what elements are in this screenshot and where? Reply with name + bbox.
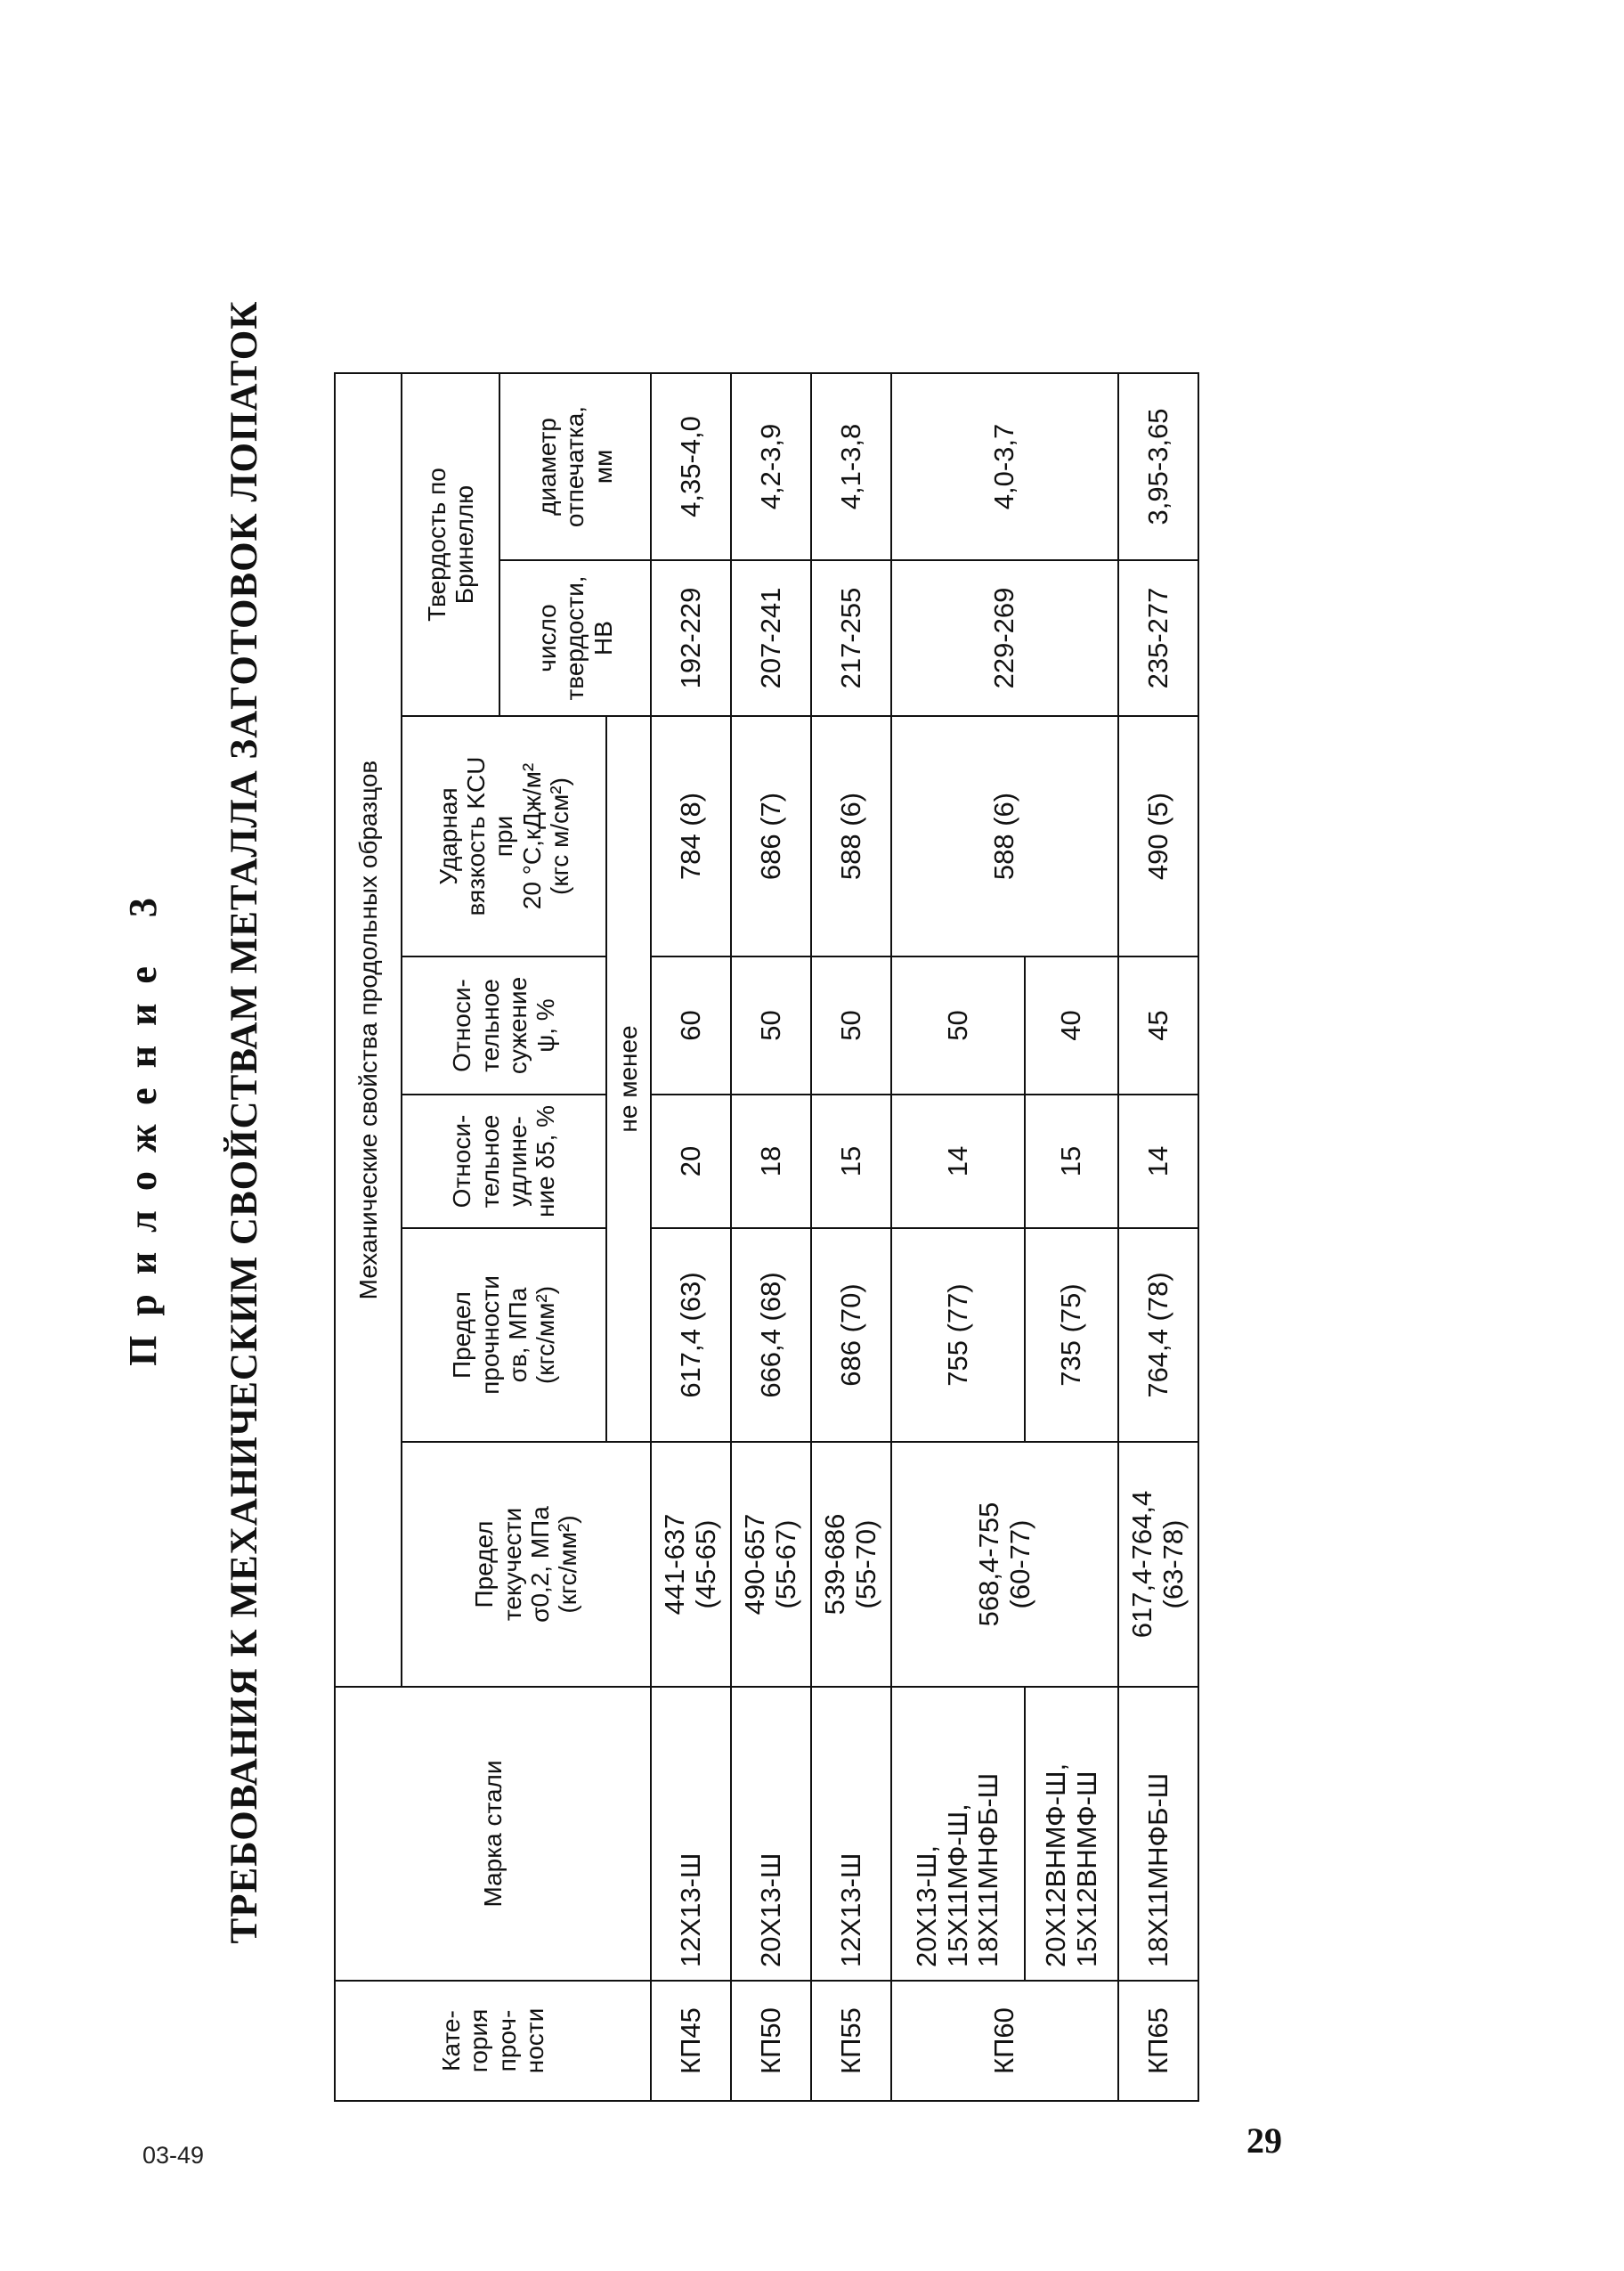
page-title: ТРЕБОВАНИЯ К МЕХАНИЧЕСКИМ СВОЙСТВАМ МЕТАЛЛА ЗАГОТОВОК ЛОПАТОК [223,300,265,1944]
cell-category: КП65 [1118,1981,1198,2101]
cell-diameter: 4,2-3,9 [731,373,811,560]
cell-hardness: 192-229 [651,560,731,716]
cell-reduction: 50 [731,956,811,1095]
cell-yield: 490-657 (55-67) [731,1442,811,1687]
header-imprint-diameter: диаметр отпечатка, мм [499,373,651,560]
cell-elongation: 15 [811,1095,891,1228]
cell-impact: 588 (6) [891,716,1118,956]
cell-strength: 755 (77) [891,1228,1025,1442]
cell-hardness: 235-277 [1118,560,1198,716]
cell-yield: 568,4-755 (60-77) [891,1442,1118,1687]
rotated-sheet [98,107,1273,2137]
header-mechanical-properties: Механические свойства продольных образцов [335,373,402,1687]
header-yield-strength: Предел текучести σ0,2, МПа (кгс/мм²) [402,1442,651,1687]
cell-category: КП50 [731,1981,811,2101]
cell-hardness: 207-241 [731,560,811,716]
cell-grade: 20Х13-Ш, 15Х11МФ-Ш, 18Х11МНФБ-Ш [891,1687,1025,1981]
cell-reduction: 45 [1118,956,1198,1095]
cell-category: КП45 [651,1981,731,2101]
header-reduction: Относи- тельное сужение ψ, % [402,956,606,1095]
header-steel-grade: Марка стали [335,1687,651,1981]
cell-strength: 764,4 (78) [1118,1228,1198,1442]
cell-elongation: 14 [891,1095,1025,1228]
cell-impact: 588 (6) [811,716,891,956]
cell-yield: 539-686 (55-70) [811,1442,891,1687]
cell-grade: 20Х12ВНМФ-Ш, 15Х12ВНМФ-Ш [1025,1687,1118,1981]
cell-grade: 20Х13-Ш [731,1687,811,1981]
cell-diameter: 4,1-3,8 [811,373,891,560]
cell-impact: 490 (5) [1118,716,1198,956]
header-not-less: не менее [606,716,651,1442]
cell-grade: 12Х13-Ш [651,1687,731,1981]
table-wrapper [334,372,1199,2102]
page-number: 29 [1246,2120,1282,2161]
cell-hardness: 229-269 [891,560,1118,716]
cell-strength: 666,4 (68) [731,1228,811,1442]
header-tensile-strength: Предел прочности σв, МПа (кгс/мм²) [402,1228,606,1442]
header-elongation: Относи- тельное удлине- ние δ5, % [402,1095,606,1228]
cell-strength: 686 (70) [811,1228,891,1442]
header-brinell-hardness: Твердость по Бринеллю [402,373,499,716]
cell-strength: 735 (75) [1025,1228,1118,1442]
cell-category: КП60 [891,1981,1118,2101]
cell-elongation: 20 [651,1095,731,1228]
header-hardness-number: число твердости, HB [499,560,651,716]
cell-reduction: 60 [651,956,731,1095]
cell-reduction: 50 [811,956,891,1095]
cell-diameter: 4,0-3,7 [891,373,1118,560]
cell-diameter: 4,35-4,0 [651,373,731,560]
document-code: 03-49 [142,2142,205,2169]
header-category: Кате- гория проч- ности [335,1981,651,2101]
cell-elongation: 14 [1118,1095,1198,1228]
header-impact-toughness: Ударная вязкость KCU при 20 °С,кДж/м² (кгс м/см²) [402,716,606,956]
cell-hardness: 217-255 [811,560,891,716]
cell-elongation: 15 [1025,1095,1118,1228]
cell-reduction: 40 [1025,956,1118,1095]
cell-diameter: 3,95-3,65 [1118,373,1198,560]
cell-strength: 617,4 (63) [651,1228,731,1442]
cell-category: КП55 [811,1981,891,2101]
cell-reduction: 50 [891,956,1025,1095]
cell-yield: 617,4-764,4 (63-78) [1118,1442,1198,1687]
cell-yield: 441-637 (45-65) [651,1442,731,1687]
cell-impact: 784 (8) [651,716,731,956]
cell-impact: 686 (7) [731,716,811,956]
mechanical-properties-table [334,372,1199,2102]
cell-elongation: 18 [731,1095,811,1228]
cell-grade: 18Х11МНФБ-Ш [1118,1687,1198,1981]
appendix-title: Приложение 3 [121,878,165,1366]
cell-grade: 12Х13-Ш [811,1687,891,1981]
